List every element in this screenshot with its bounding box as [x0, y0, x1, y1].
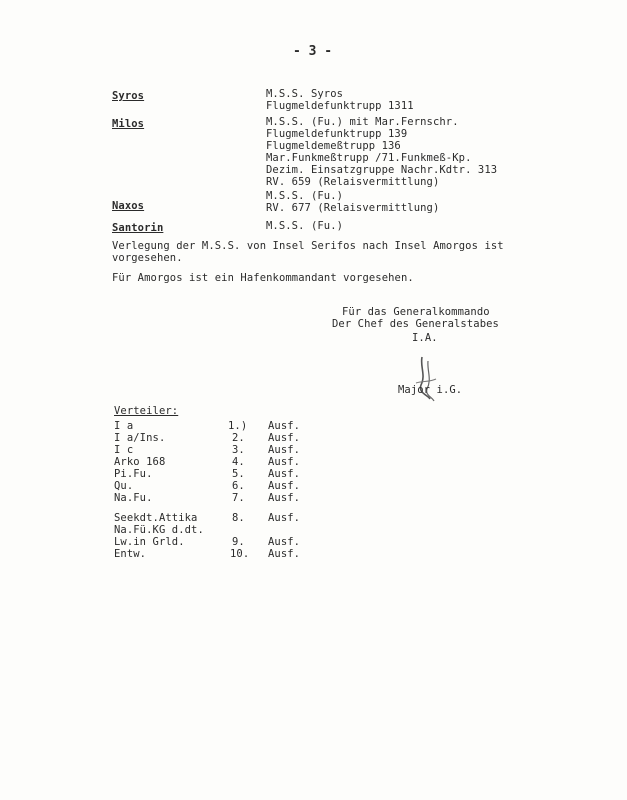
distribution-number: 8.	[232, 512, 245, 524]
distribution-name: Qu.	[114, 480, 134, 492]
distribution-number: 1.)	[228, 420, 248, 432]
distribution-copy: Ausf.	[268, 536, 301, 548]
distribution-copy: Ausf.	[268, 492, 301, 504]
unit-line: RV. 659 (Relaisvermittlung)	[266, 176, 440, 188]
paragraph-line: Verlegung der M.S.S. von Insel Serifos nach Insel Amorgos ist	[112, 240, 504, 252]
distribution-copy: Ausf.	[268, 420, 301, 432]
distribution-copy: Ausf.	[268, 548, 301, 560]
distribution-name: Seekdt.Attika	[114, 512, 198, 524]
distribution-name: Pi.Fu.	[114, 468, 153, 480]
distribution-name: Arko 168	[114, 456, 166, 468]
unit-line: M.S.S. (Fu.)	[266, 220, 344, 232]
signature-rank: Major i.G.	[398, 384, 463, 396]
distribution-name: Na.Fu.	[114, 492, 153, 504]
distribution-copy: Ausf.	[268, 512, 301, 524]
unit-line: M.S.S. (Fu.) mit Mar.Fernschr.	[266, 116, 459, 128]
signature-line-3: I.A.	[412, 332, 438, 344]
distribution-number: 5.	[232, 468, 245, 480]
distribution-number: 10.	[230, 548, 250, 560]
distribution-title: Verteiler:	[114, 405, 179, 417]
distribution-number: 3.	[232, 444, 245, 456]
unit-line: Flugmeldemeßtrupp 136	[266, 140, 401, 152]
distribution-copy: Ausf.	[268, 456, 301, 468]
page-number: - 3 -	[293, 44, 333, 59]
distribution-number: 7.	[232, 492, 245, 504]
distribution-number: 6.	[232, 480, 245, 492]
distribution-copy: Ausf.	[268, 468, 301, 480]
signature-line-1: Für das Generalkommando	[342, 306, 490, 318]
unit-line: M.S.S. Syros	[266, 88, 344, 100]
distribution-copy: Ausf.	[268, 432, 301, 444]
distribution-name: I c	[114, 444, 134, 456]
place-naxos: Naxos	[112, 200, 145, 212]
distribution-copy: Ausf.	[268, 444, 301, 456]
distribution-name: I a/Ins.	[114, 432, 166, 444]
signature-line-2: Der Chef des Generalstabes	[332, 318, 499, 330]
paragraph-line: vorgesehen.	[112, 252, 183, 264]
unit-line: M.S.S. (Fu.)	[266, 190, 344, 202]
unit-line: Mar.Funkmeßtrupp /71.Funkmeß-Kp.	[266, 152, 472, 164]
unit-line: RV. 677 (Relaisvermittlung)	[266, 202, 440, 214]
distribution-number: 9.	[232, 536, 245, 548]
place-milos: Milos	[112, 118, 145, 130]
place-santorin: Santorin	[112, 222, 164, 234]
unit-line: Dezim. Einsatzgruppe Nachr.Kdtr. 313	[266, 164, 498, 176]
distribution-name: I a	[114, 420, 134, 432]
unit-line: Flugmeldefunktrupp 1311	[266, 100, 414, 112]
paragraph-line: Für Amorgos ist ein Hafenkommandant vorgesehen.	[112, 272, 414, 284]
place-syros: Syros	[112, 90, 145, 102]
distribution-copy: Ausf.	[268, 480, 301, 492]
distribution-number: 2.	[232, 432, 245, 444]
distribution-name: Na.Fü.KG d.dt.	[114, 524, 204, 536]
distribution-number: 4.	[232, 456, 245, 468]
distribution-name: Lw.in Grld.	[114, 536, 185, 548]
distribution-name: Entw.	[114, 548, 147, 560]
unit-line: Flugmeldefunktrupp 139	[266, 128, 408, 140]
